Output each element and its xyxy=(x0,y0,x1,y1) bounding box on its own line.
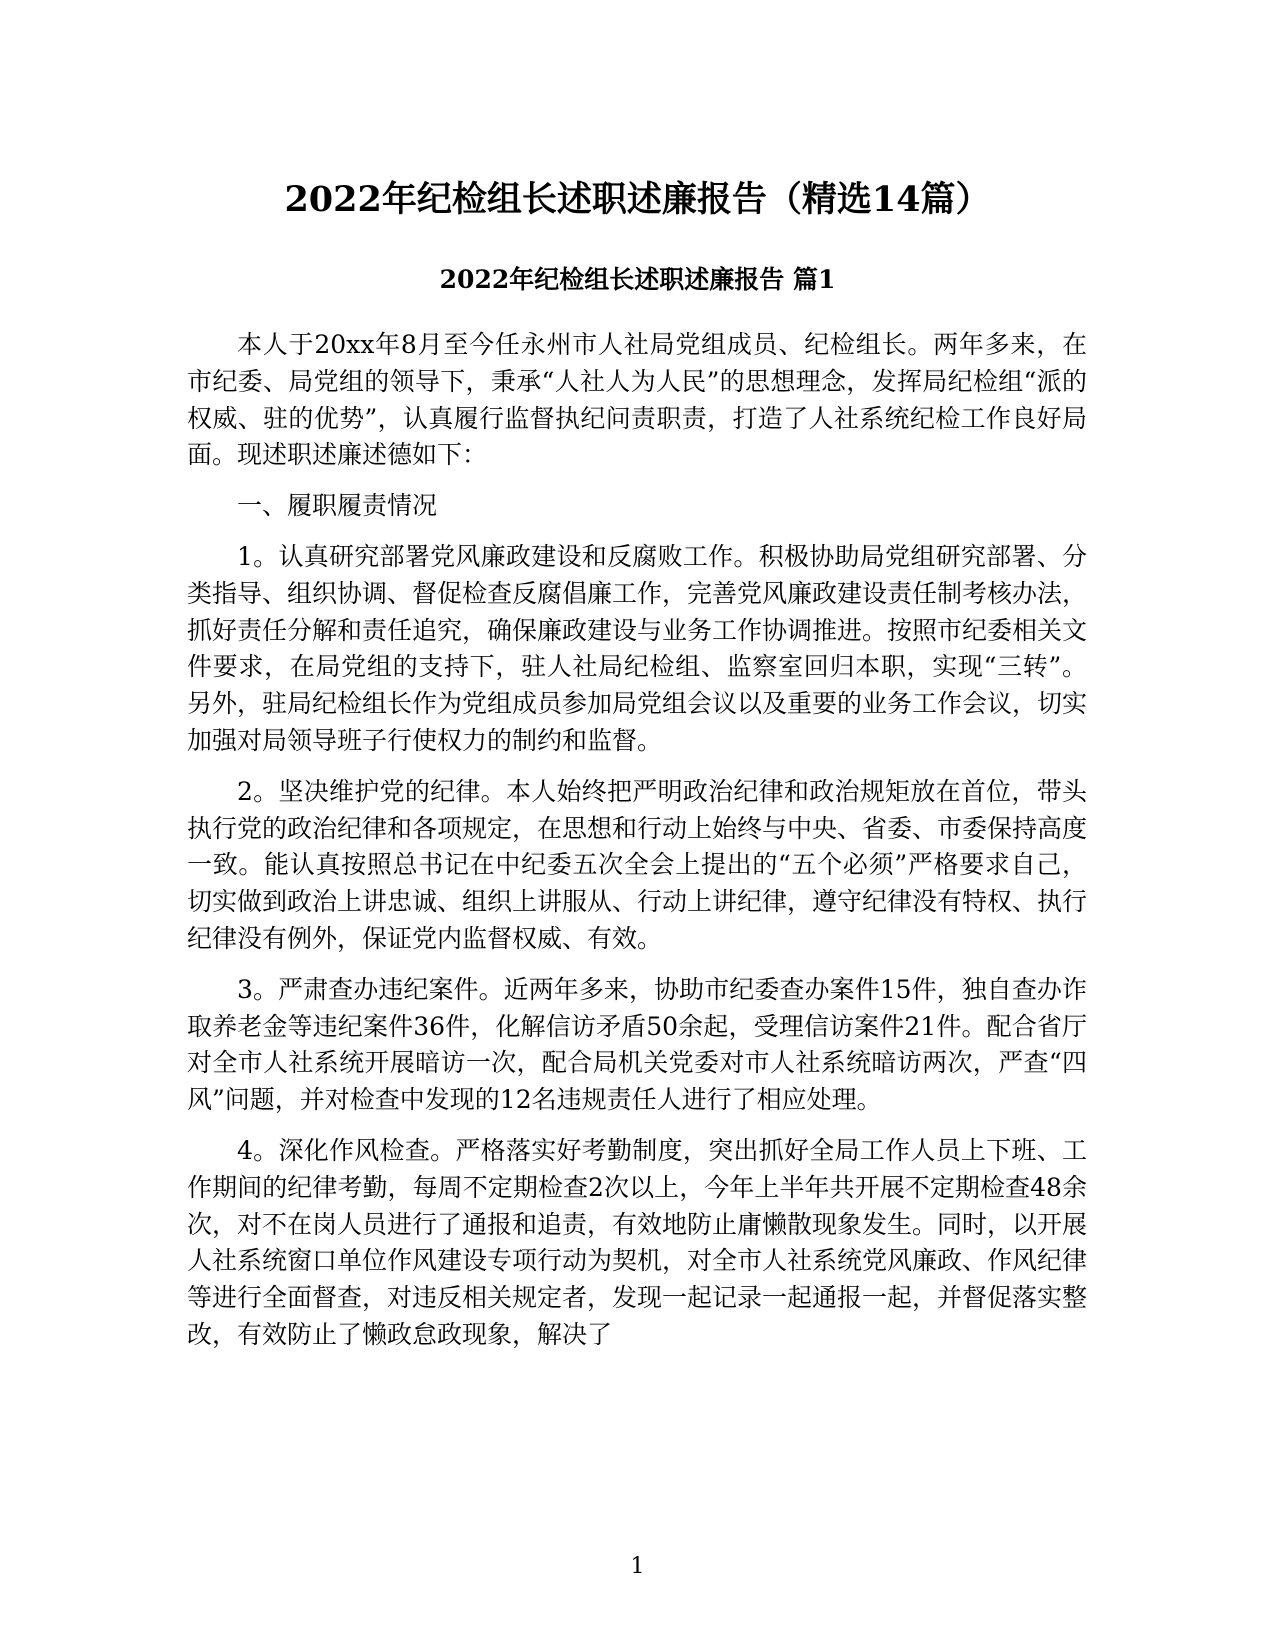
section-title: 2022年纪检组长述职述廉报告 篇1 xyxy=(439,265,836,294)
paragraph-heading-duties: 一、履职履责情况 xyxy=(237,491,438,521)
paragraph-item-2: 2。坚决维护党的纪律。本人始终把严明政治纪律和政治规矩放在首位，带头执行党的政治纪律和各项规定，在思想和行动上始终与中央、省委、市委保持高度一致。能认真按照总书记在中纪委五次全会上提出的“五个必须”严格要求自己，切实做到政治上讲忠诚、组织上讲服从、行动上讲纪律，遵守纪律没有特权、执行纪律没有例外，保证党内监督权威、有效。 xyxy=(187,776,1088,953)
page-number: 1 xyxy=(630,1554,645,1579)
paragraph-intro: 本人于20xx年8月至今任永州市人社局党组成员、纪检组长。两年多来，在市纪委、局党组的领导下，秉承“人社人为人民”的思想理念，发挥局纪检组“派的权威、驻的优势”，认真履行监督执纪问责职责，打造了人社系统纪检工作良好局面。现述职述廉述德如下： xyxy=(187,330,1087,470)
paragraph-item-1: 1。认真研究部署党风廉政建设和反腐败工作。积极协助局党组研究部署、分类指导、组织协调、督促检查反腐倡廉工作，完善党风廉政建设责任制考核办法，抓好责任分解和责任追究，确保廉政建设与业务工作协调推进。按照市纪委相关文件要求，在局党组的支持下，驻人社局纪检组、监察室回归本职，实现“三转”。另外，驻局纪检组长作为党组成员参加局党组会议以及重要的业务工作会议，切实加强对局领导班子行使权力的制约和监督。 xyxy=(187,541,1088,755)
document-body xyxy=(187,327,1087,1368)
paragraph-item-4: 4。深化作风检查。严格落实好考勤制度，突出抓好全局工作人员上下班、工作期间的纪律考勤，每周不定期检查2次以上，今年上半年共开展不定期检查48余次，对不在岗人员进行了通报和追责，有效地防止庸懒散现象发生。同时，以开展人社系统窗口单位作风建设专项行动为契机，对全市人社系统党风廉政、作风纪律等进行全面督查，对违反相关规定者，发现一起记录一起通报一起，并督促落实整改，有效防止了懒政怠政现象，解决了 xyxy=(187,1135,1088,1349)
paragraph-item-3: 3。严肃查办违纪案件。近两年多来，协助市纪委查办案件15件，独自查办诈取养老金等违纪案件36件，化解信访矛盾50余起，受理信访案件21件。配合省厅对全市人社系统开展暗访一次，配合局机关党委对市人社系统暗访两次，严查“四风”问题，并对检查中发现的12名违规责任人进行了相应处理。 xyxy=(187,974,1087,1115)
document-title: 2022年纪检组长述职述廉报告（精选14篇） xyxy=(284,179,991,220)
